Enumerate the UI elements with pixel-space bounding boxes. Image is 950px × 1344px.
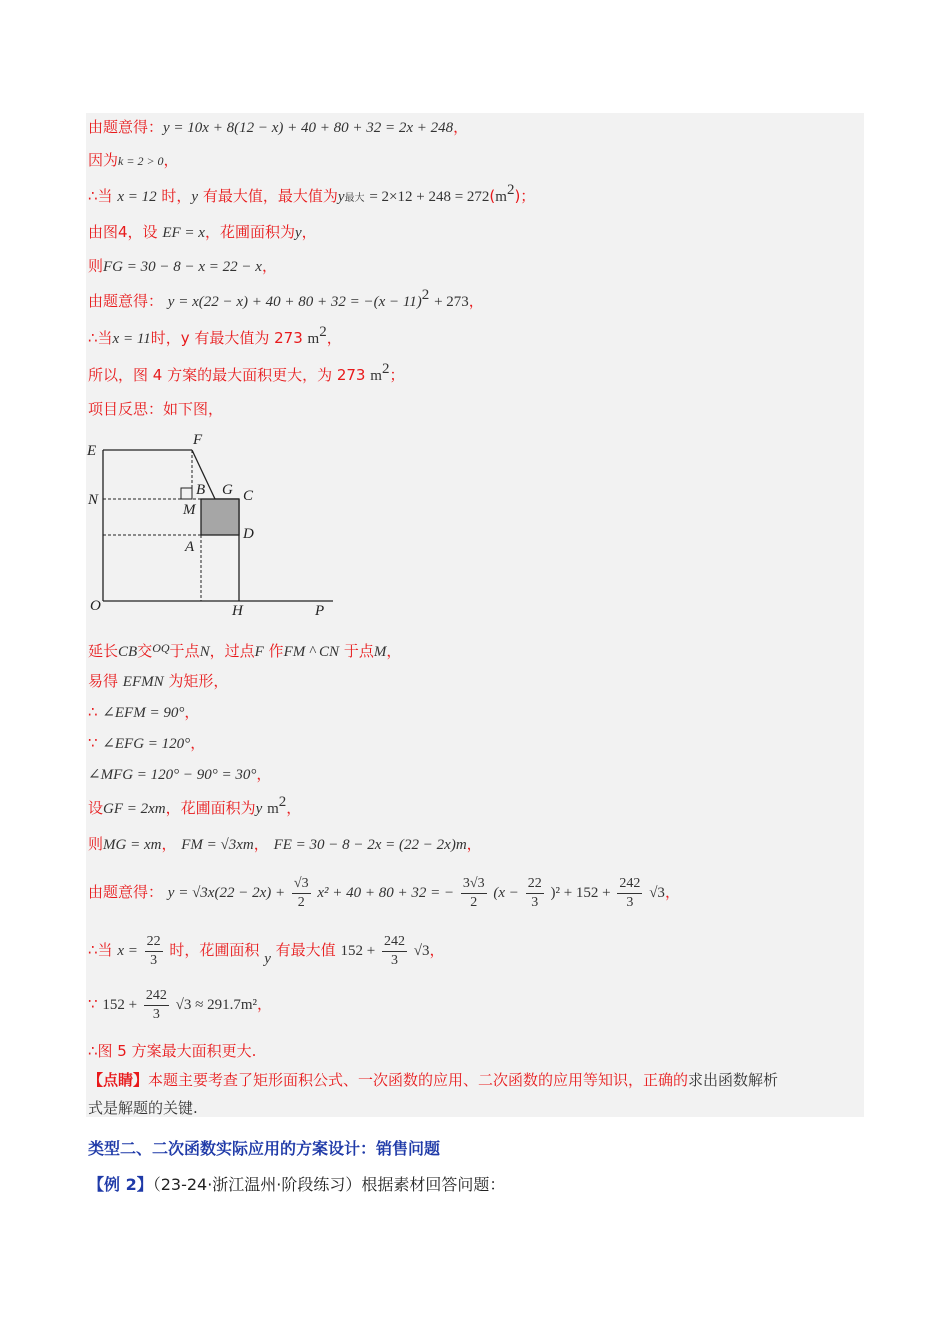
- solution-line: ∴ ∠EFM = 90°，: [88, 703, 200, 721]
- example-text: （23-24·浙江温州·阶段练习）根据素材回答问题：: [152, 1175, 506, 1194]
- label-P: P: [315, 603, 325, 619]
- label-G: G: [222, 482, 233, 498]
- solution-line: 【点睛】本题主要考查了矩形面积公式、一次函数的应用、二次函数的应用等知识，正确的求出函数解析: [88, 1071, 779, 1089]
- label-E: E: [87, 443, 97, 459]
- solution-line: ∠MFG = 120° − 90° = 30°，: [88, 765, 272, 783]
- solution-line: 易得 EFMN 为矩形，: [88, 672, 229, 690]
- label-B: B: [196, 482, 206, 498]
- label-M: M: [183, 502, 196, 518]
- solution-line: 因为k = 2 > 0，: [88, 151, 179, 169]
- garden-rect: [201, 499, 239, 535]
- label-A: A: [185, 539, 195, 555]
- label-N: N: [88, 492, 99, 508]
- solution-line: ∴当 x = $\frac{22}{3}$ 时，花圃面积 y 有最大值 152 + $\frac{242}{3}$ √3，: [88, 933, 445, 968]
- solution-line: 所以，图 4 方案的最大面积更大，为 273 $m^2$；: [88, 361, 405, 384]
- solution-line: 设GF = 2xm，花圃面积为y $m^2$，: [88, 794, 302, 817]
- solution-line: ∴当x = 11时，y 有最大值为 273 $m^2$，: [88, 324, 342, 347]
- solution-line: ∵ 152 + $\frac{242}{3}$ √3 ≈ 291.7m²，: [88, 987, 273, 1022]
- solution-line: 延长CB交$^{OQ}$于点N，过点F 作FM ^ CN 于点M，: [88, 641, 402, 660]
- solution-line: 由题意得： y = √3x(22 − 2x) + $\frac{√3}{2}$ x² + 40 + 80 + 32 = − $\frac{3√3}{2}$ (x − $\frac{22}{3}$ )² + 152 + $\frac{242}{3}$ √3，: [88, 875, 680, 910]
- solution-line: 由题意得： $y = x(22 - x) + 40 + 80 + 32 = -(x - 11)^2 + 273$，: [88, 287, 484, 310]
- solution-line: 由题意得：y = 10x + 8(12 − x) + 40 + 80 + 32 = 2x + 248，: [88, 118, 469, 136]
- label-F: F: [193, 432, 203, 448]
- label-C: C: [243, 488, 254, 504]
- solution-line: 则FG = 30 − 8 − x = 22 − x，: [88, 257, 277, 275]
- example-line: [88, 1172, 505, 1195]
- solution-line: 由图4，设 EF = x，花圃面积为y，: [88, 223, 317, 241]
- solution-line: ∵ ∠EFG = 120°，: [88, 734, 206, 752]
- label-H: H: [232, 603, 243, 619]
- label-D: D: [243, 526, 254, 542]
- geometry-diagram: [86, 425, 336, 620]
- label-O: O: [90, 598, 101, 614]
- solution-line: 项目反思：如下图，: [88, 400, 224, 418]
- solution-line: ∴图 5 方案最大面积更大.: [88, 1042, 257, 1060]
- example-tag: 【例 2】: [88, 1175, 153, 1194]
- section-heading: 类型二、二次函数实际应用的方案设计：销售问题: [88, 1139, 441, 1158]
- solution-line: 式是解题的关键.: [88, 1099, 198, 1117]
- solution-line: ∴当 x = 12 时，y 有最大值，最大值为y最大 = $2\times 12 + 248 = 272(m^2)$；: [88, 182, 536, 205]
- solution-line: 则MG = xm， FM = √3xm， FE = 30 − 8 − 2x = (22 − 2x)m，: [88, 835, 482, 853]
- right-angle-mark: [181, 488, 192, 499]
